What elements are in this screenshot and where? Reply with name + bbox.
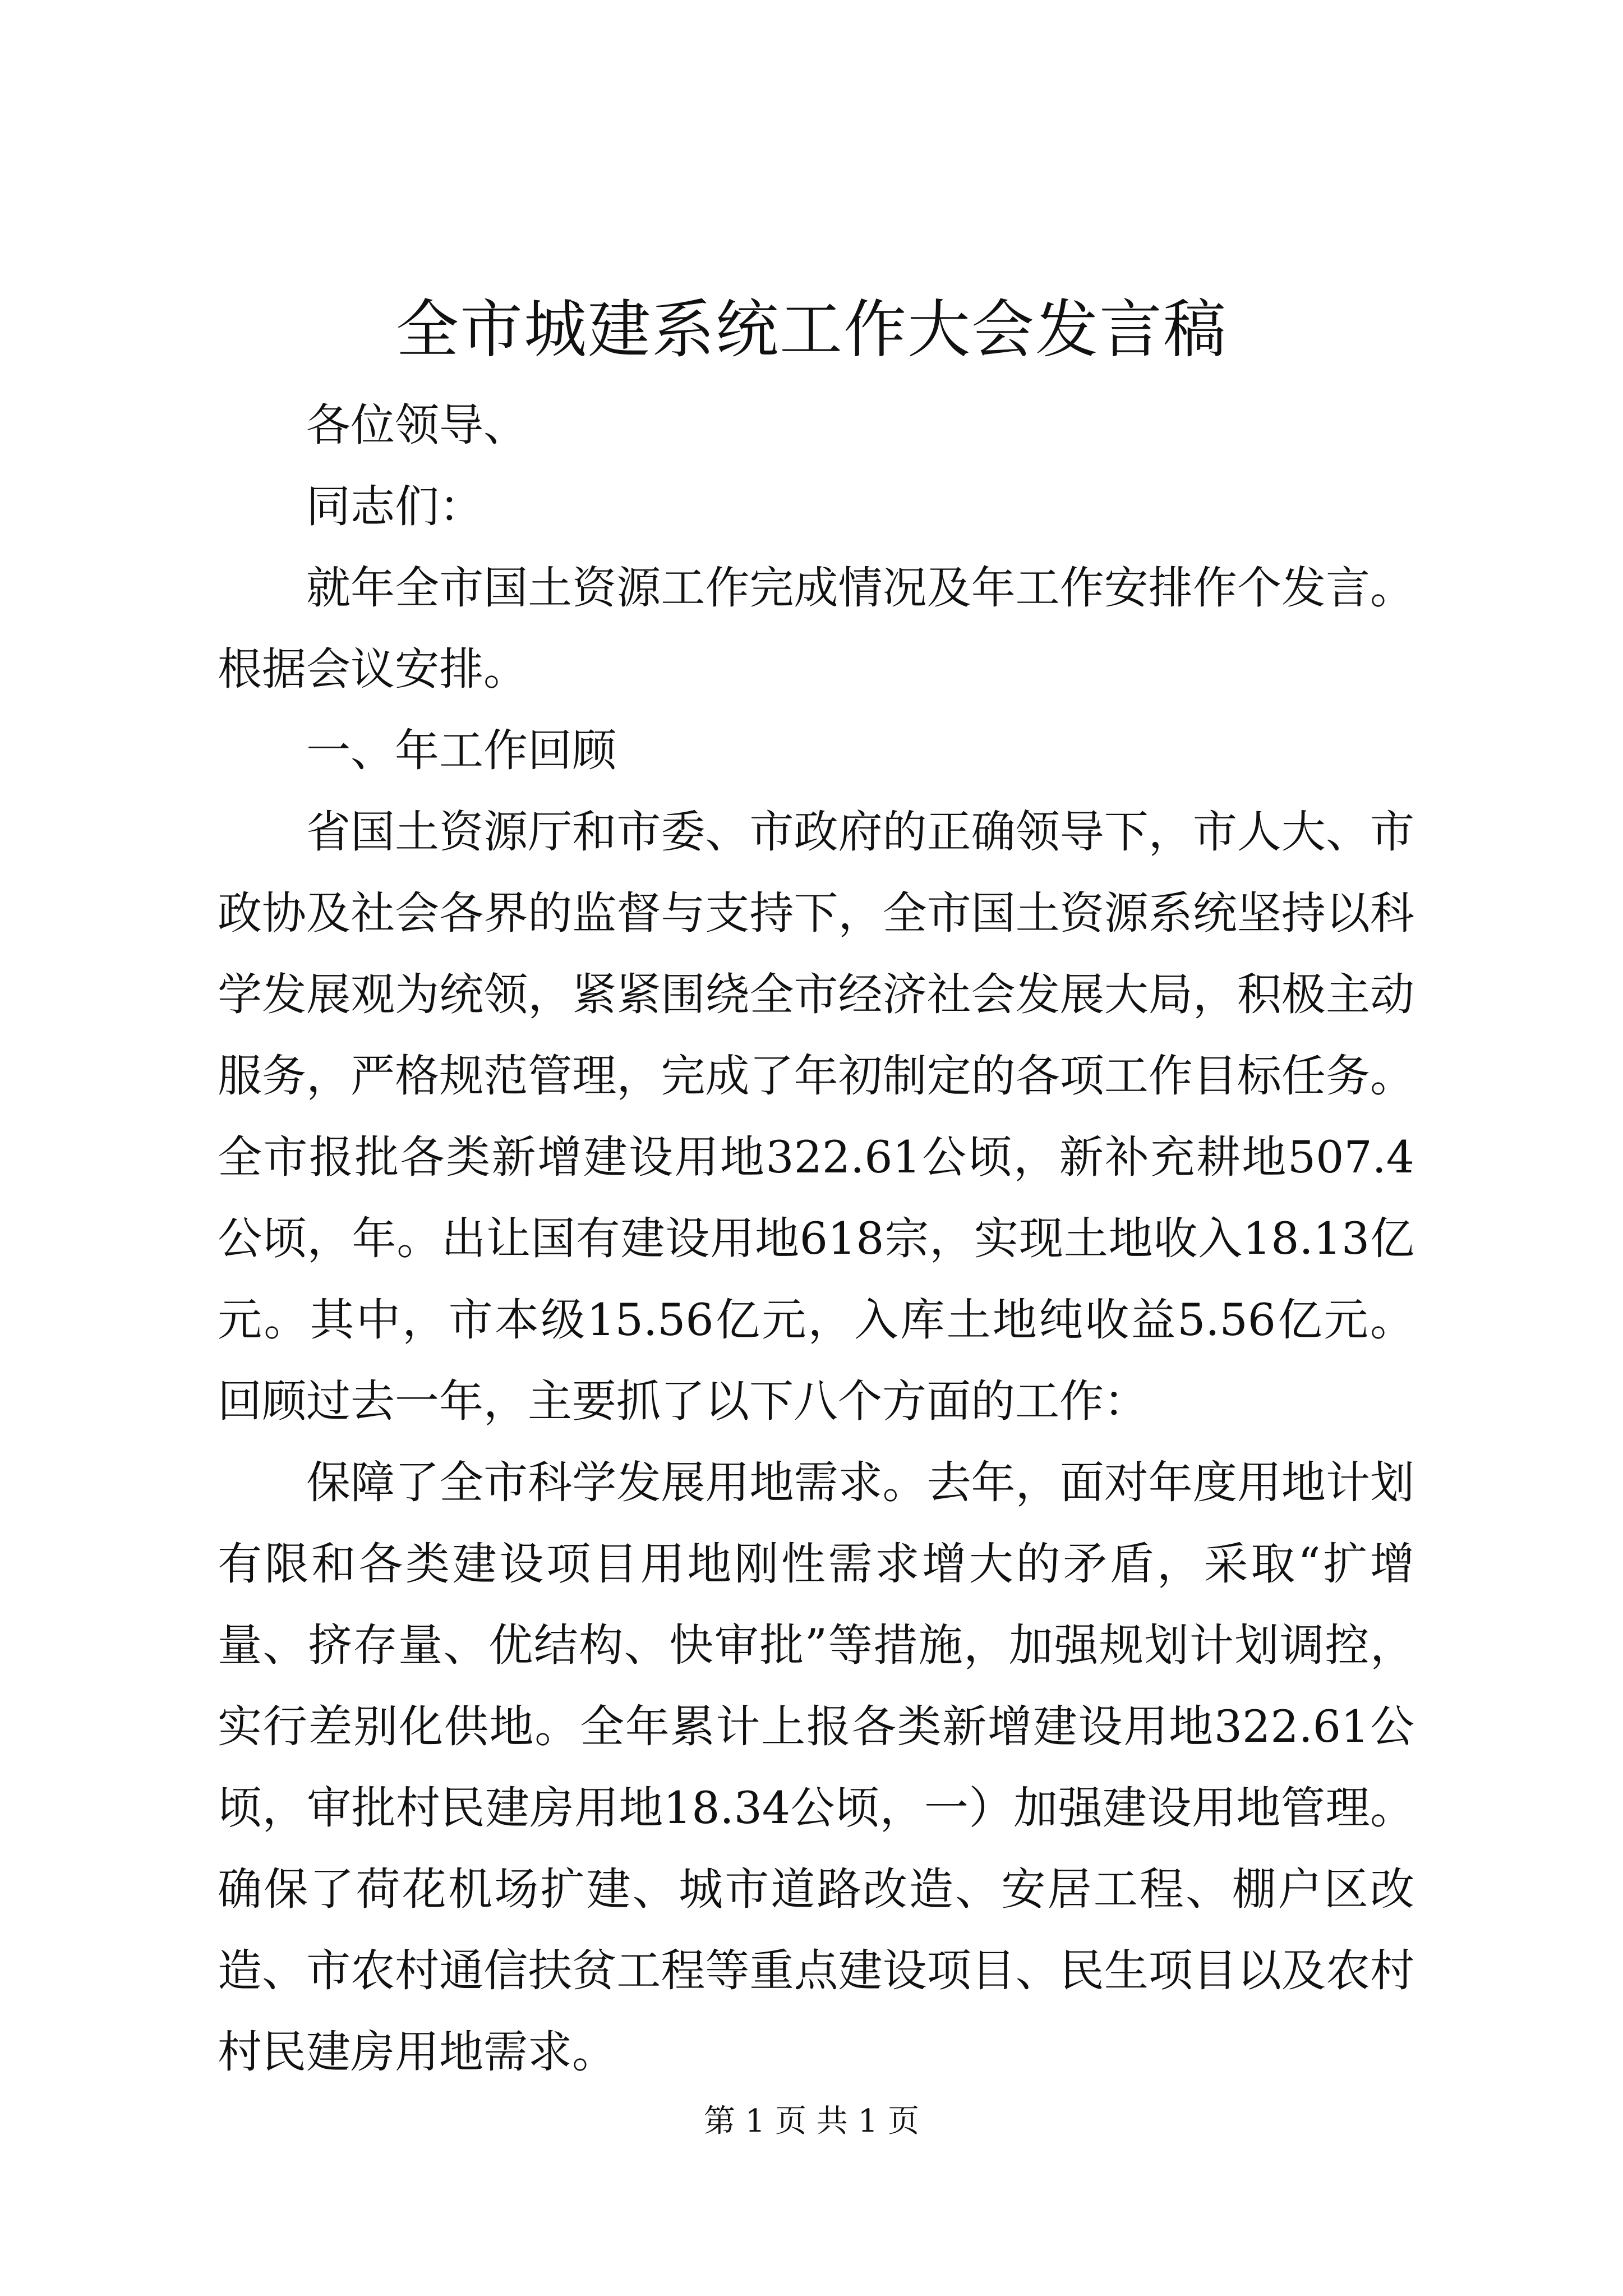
page-footer: 第 1 页 共 1 页 [703,2103,920,2139]
salutation-comrades: 同志们： [306,481,483,532]
salutation-leaders: 各位领导、 [306,399,528,451]
intro-paragraph: 就年全市国土资源工作完成情况及年工作安排作个发言。根据会议安排。 [218,562,1414,695]
review-paragraph: 省国土资源厅和市委、市政府的正确领导下，市人大、市政协及社会各界的监督与支持下，全市国土资源系统坚持以科学发展观为统领，紧紧围绕全市经济社会发展大局，积极主动服务，严格规范管理，完成了年初制定的各项工作目标任务。全市报批各类新增建设用地322.61公顷，新补充耕地507.4公顷，年。出让国有建设用地618宗，实现土地收入18.13亿元。其中，市本级15.56亿元，入库土地纯收益5.56亿元。回顾过去一年，主要抓了以下八个方面的工作： [218,806,1414,1427]
document-body [218,385,1414,2093]
section-heading: 一、年工作回顾 [306,725,616,776]
document-title: 全市城建系统工作大会发言稿 [396,293,1227,366]
land-use-paragraph: 保障了全市科学发展用地需求。去年，面对年度用地计划有限和各类建设项目用地刚性需求增大的矛盾，采取“扩增量、挤存量、优结构、快审批”等措施，加强规划计划调控，实行差别化供地。全年累计上报各类新增建设用地322.61公顷，审批村民建房用地18.34公顷，一）加强建设用地管理。确保了荷花机场扩建、城市道路改造、安居工程、棚户区改造、市农村通信扶贫工程等重点建设项目、民生项目以及农村村民建房用地需求。 [218,1457,1414,2078]
